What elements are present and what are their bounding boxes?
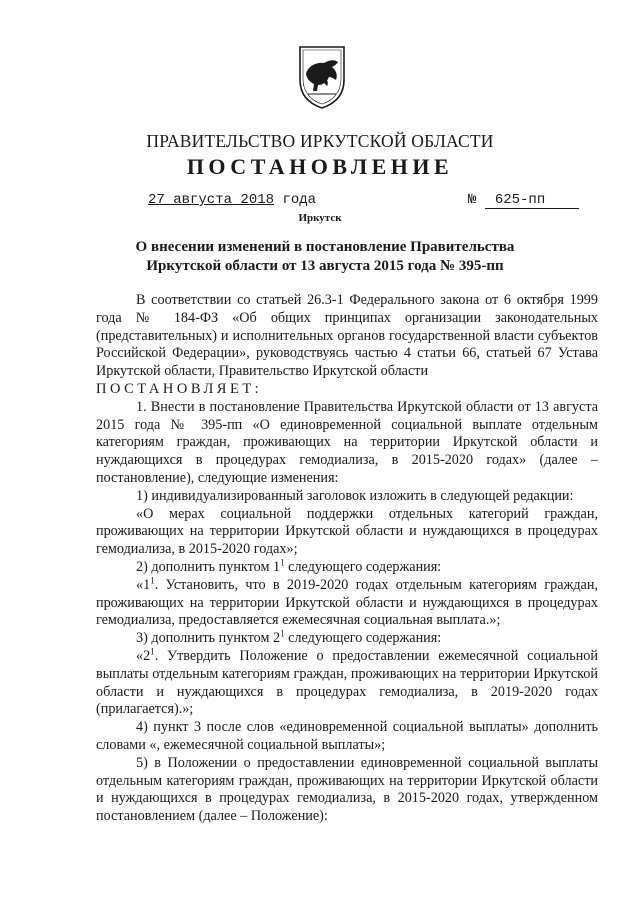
superscript: 1 bbox=[150, 575, 155, 586]
document-title: О внесении изменений в постановление Правительства Иркутской области от 13 августа 2015 года № 395-пп bbox=[135, 239, 515, 274]
date-value: 27 августа 2018 bbox=[148, 192, 275, 208]
decree-word: ПОСТАНОВЛЯЕТ: bbox=[96, 380, 263, 397]
preamble-paragraph: В соответствии со статьей 26.3-1 Федерального закона от 6 октября 1999 года № 184-ФЗ «Об общих принципах организации законодательных (представительных) и исполнительных органов государственной власти субъектов Российской Федерации», руководствуясь частью 4 статьи 66, статьей 67 Устава Иркутской области, Правительство Иркутской области bbox=[96, 292, 598, 380]
subitem-2-quote bbox=[96, 577, 598, 630]
quote-3-text: . Утвердить Положение о предоставлении ежемесячной социальной выплаты отдельным категориям граждан, проживающих на территории Иркутской области и нуждающихся в процедурах гемодиализа, в 2019-2020 годах (прилагается).»; bbox=[96, 647, 598, 718]
subitem-2 bbox=[96, 559, 598, 577]
document-number bbox=[468, 192, 579, 209]
date-suffix: года bbox=[282, 192, 317, 208]
subitem-2-text: 2) дополнить пунктом 1 bbox=[136, 558, 281, 575]
subitem-2-text-end: следующего содержания: bbox=[284, 558, 442, 575]
document-body bbox=[96, 292, 598, 826]
superscript: 1 bbox=[280, 557, 285, 568]
subitem-4: 4) пункт 3 после слов «единовременной социальной выплаты» дополнить словами «, ежемесячной социальной выплаты»; bbox=[96, 719, 598, 753]
subitem-5: 5) в Положении о предоставлении единовременной социальной выплаты отдельным категориям граждан, проживающих на территории Иркутской области и нуждающихся в процедурах гемодиализа, в 2015-2020 годах, утвержденном постановлением (далее – Положение): bbox=[96, 754, 598, 825]
subitem-1-quote: «О мерах социальной поддержки отдельных категорий граждан, проживающих на территории Иркутской области и нуждающихся в процедурах гемодиализа, в 2015-2020 годах»; bbox=[96, 505, 598, 558]
paragraph-1: 1. Внести в постановление Правительства Иркутской области от 13 августа 2015 года № 395-пп «О единовременной социальной выплате отдельным категориям граждан, проживающих на территории Иркутской области и нуждающихся в процедурах гемодиализа, в 2015-2020 годах» (далее – постановление), следующие изменения: bbox=[96, 398, 598, 486]
quote-3-start: «2 bbox=[136, 647, 151, 664]
superscript: 1 bbox=[150, 646, 155, 657]
subitem-3 bbox=[96, 630, 598, 648]
subitem-3-text-end: следующего содержания: bbox=[284, 630, 442, 647]
document-date bbox=[148, 192, 316, 208]
superscript: 1 bbox=[280, 628, 285, 639]
government-name: ПРАВИТЕЛЬСТВО ИРКУТСКОЙ ОБЛАСТИ bbox=[146, 131, 494, 151]
document-type: ПОСТАНОВЛЕНИЕ bbox=[186, 154, 454, 179]
subitem-3-text: 3) дополнить пунктом 2 bbox=[136, 630, 281, 647]
city: Иркутск bbox=[298, 212, 342, 224]
subitem-1: 1) индивидуализированный заголовок изложить в следующей редакции: bbox=[136, 487, 574, 504]
number-value: 625-пп bbox=[485, 193, 579, 209]
quote-2-text: . Установить, что в 2019-2020 годах отдельным категориям граждан, проживающих на территории Иркутской области и нуждающихся в процедурах гемодиализа, предоставляется ежемесячная социальная выплата.»; bbox=[96, 576, 598, 629]
number-prefix: № bbox=[468, 192, 477, 208]
subitem-3-quote bbox=[96, 648, 598, 719]
quote-2-start: «1 bbox=[136, 576, 151, 593]
coat-of-arms-icon bbox=[296, 44, 348, 110]
